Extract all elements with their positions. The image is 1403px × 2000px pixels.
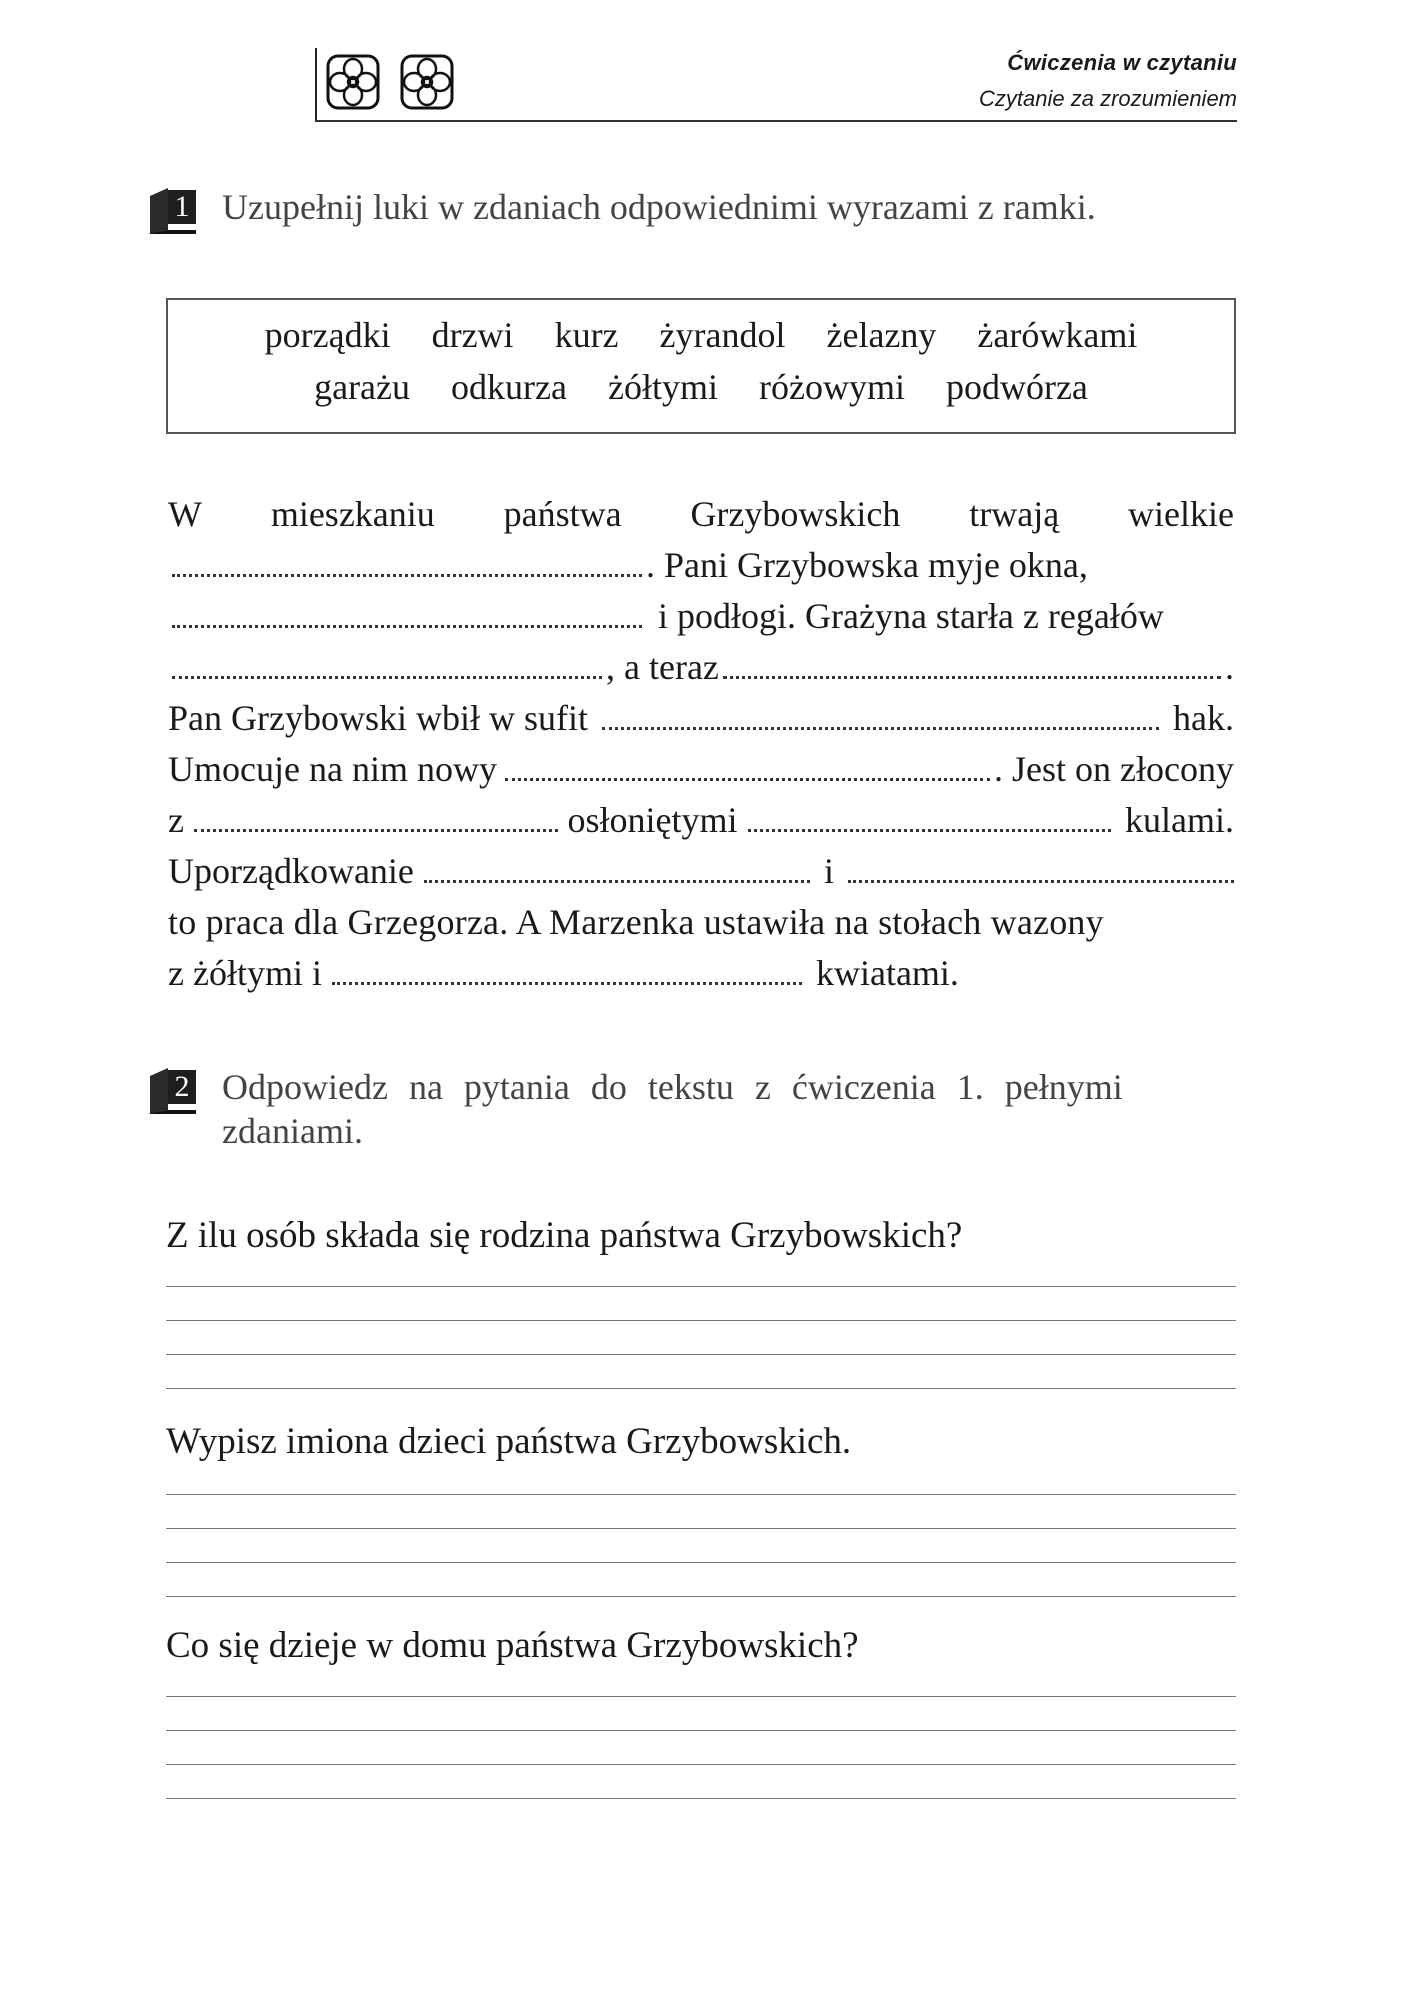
header-title: Ćwiczenia w czytaniu (1007, 50, 1237, 75)
header-subtitle: Czytanie za zrozumieniem (979, 86, 1237, 111)
passage-word: trwają (969, 494, 1060, 534)
answer-line[interactable] (166, 1596, 1236, 1597)
question-2: Wypisz imiona dzieci państwa Grzybowskich. (166, 1421, 852, 1462)
blank-field[interactable] (723, 646, 1221, 679)
blank-field[interactable] (172, 544, 642, 577)
word-box-word: garażu (314, 367, 411, 407)
blank-field[interactable] (172, 595, 642, 628)
blank-field[interactable] (172, 646, 602, 679)
passage-text: . Jest on złocony (994, 749, 1234, 789)
answer-line[interactable] (166, 1764, 1236, 1765)
passage-text: Pan Grzybowski wbił w sufit (168, 698, 588, 738)
passage-line (168, 847, 1234, 895)
passage-line (168, 541, 1234, 589)
question-3: Co się dzieje w domu państwa Grzybowskich? (166, 1625, 859, 1666)
question-1: Z ilu osób składa się rodzina państwa Grzybowskich? (166, 1215, 963, 1256)
passage-text: . Pani Grzybowska myje okna, (646, 545, 1088, 585)
blank-field[interactable] (748, 799, 1112, 832)
passage-text: , a teraz (606, 647, 719, 687)
exercise-1-instruction: Uzupełnij luki w zdaniach odpowiednimi wyrazami z ramki. (222, 187, 1096, 227)
answer-line[interactable] (166, 1286, 1236, 1287)
passage-text: i podłogi. Grażyna starła z regałów (658, 596, 1164, 636)
blank-field[interactable] (332, 952, 802, 985)
passage-word: wielkie (1128, 494, 1234, 534)
word-box-word: żelazny (826, 315, 937, 355)
word-box-word: żółtymi (607, 367, 718, 407)
instruction-text: Odpowiedz na pytania do tekstu z ćwiczenia 1. pełnymi (222, 1067, 1123, 1107)
passage-text: kulami. (1125, 800, 1234, 840)
passage-line (168, 592, 1234, 640)
passage-line (168, 745, 1234, 793)
passage-word: Grzybowskich (690, 494, 901, 534)
flower-tile-icon (400, 54, 454, 110)
answer-line[interactable] (166, 1696, 1236, 1697)
answer-line[interactable] (166, 1320, 1236, 1321)
passage-line (168, 643, 1234, 691)
passage-word: państwa (503, 494, 622, 534)
answer-line[interactable] (166, 1798, 1236, 1799)
passage-word: W (168, 494, 202, 534)
flower-tile-icon (326, 54, 380, 110)
answer-line[interactable] (166, 1730, 1236, 1731)
word-box-word: odkurza (451, 367, 567, 407)
word-box-word: podwórza (945, 367, 1088, 407)
answer-line[interactable] (166, 1562, 1236, 1563)
header-vertical-rule (315, 48, 317, 120)
answer-line[interactable] (166, 1388, 1236, 1389)
word-box (166, 298, 1236, 434)
word-box-word: kurz (554, 315, 619, 355)
passage-text: Umocuje na nim nowy (168, 749, 497, 789)
exercise-1-badge (146, 184, 198, 236)
exercise-number: 1 (168, 190, 196, 224)
word-box-word: drzwi (431, 315, 514, 355)
exercise-2-instruction-cont: zdaniami. (222, 1111, 363, 1151)
exercise-2-instruction (222, 1066, 1236, 1108)
passage-text: z (168, 800, 184, 840)
passage-line (168, 490, 1234, 538)
word-box-word: różowymi (758, 367, 905, 407)
passage-text: kwiatami. (815, 953, 959, 993)
passage-text: osłoniętymi (567, 800, 738, 840)
blank-field[interactable] (194, 799, 558, 832)
answer-line[interactable] (166, 1354, 1236, 1355)
answer-line[interactable] (166, 1528, 1236, 1529)
blank-field[interactable] (505, 748, 990, 781)
word-box-word: żarówkami (977, 315, 1138, 355)
passage-line (168, 796, 1234, 844)
passage-word: mieszkaniu (270, 494, 435, 534)
blank-field[interactable] (848, 850, 1234, 883)
exercise-number: 2 (168, 1070, 196, 1104)
answer-line[interactable] (166, 1494, 1236, 1495)
word-box-row (168, 366, 1234, 408)
word-box-word: żyrandol (659, 315, 786, 355)
word-box-word: porządki (264, 315, 391, 355)
passage-text: to praca dla Grzegorza. A Marzenka ustawiła na stołach wazony (168, 902, 1104, 942)
passage-line (168, 694, 1234, 742)
exercise-2-badge (146, 1064, 198, 1116)
passage-text: i (823, 851, 834, 891)
passage-line (168, 949, 1234, 997)
passage-text: Uporządkowanie (168, 851, 414, 891)
passage-text: . (1225, 647, 1234, 687)
passage-text: hak. (1173, 698, 1234, 738)
blank-field[interactable] (424, 850, 810, 883)
blank-field[interactable] (602, 697, 1159, 730)
passage-line (168, 898, 1234, 946)
header-rule (315, 120, 1237, 122)
passage-text: z żółtymi i (168, 953, 322, 993)
word-box-row (168, 314, 1234, 356)
